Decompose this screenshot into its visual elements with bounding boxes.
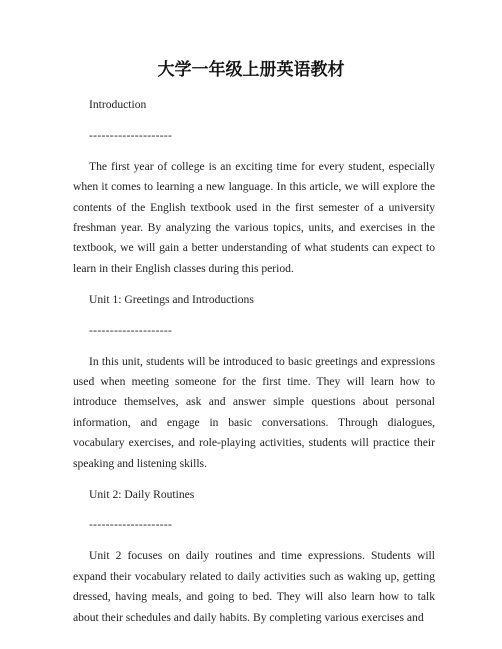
- section-heading-introduction: Introduction: [89, 98, 147, 111]
- document-title: 大学一年级上册英语教材: [157, 60, 345, 80]
- section-heading-unit-1: Unit 1: Greetings and Introductions: [89, 292, 254, 306]
- section-divider: --------------------: [89, 128, 173, 142]
- body-paragraph: Unit 2 focuses on daily routines and time expressions. Students will expand their vocabulary related to daily activities such as waking up, getting dressed, having meals, and going to bed. They will also learn how to talk about their schedules and daily habits. By completing various exercises and: [73, 549, 435, 624]
- body-paragraph: In this unit, students will be introduced to basic greetings and expressions used when meeting someone for the first time. They will learn how to introduce themselves, ask and answer simple questions about personal information, and engage in basic conversations. Through dialogues, vocabulary exercises, and role-playing activities, students will practice their speaking and listening skills.: [73, 354, 435, 470]
- section-heading-unit-2: Unit 2: Daily Routines: [89, 487, 195, 501]
- section-divider: --------------------: [89, 518, 173, 532]
- body-paragraph: The first year of college is an exciting time for every student, especially when it comes to learning a new language. In this article, we will explore the contents of the English textbook used in the first semester of a university freshman year. By analyzing the various topics, units, and exercises in the textbook, we will gain a better understanding of what students can expect to learn in their English classes during this period.: [73, 159, 435, 275]
- document-body: [73, 95, 435, 638]
- section-divider: --------------------: [89, 323, 173, 337]
